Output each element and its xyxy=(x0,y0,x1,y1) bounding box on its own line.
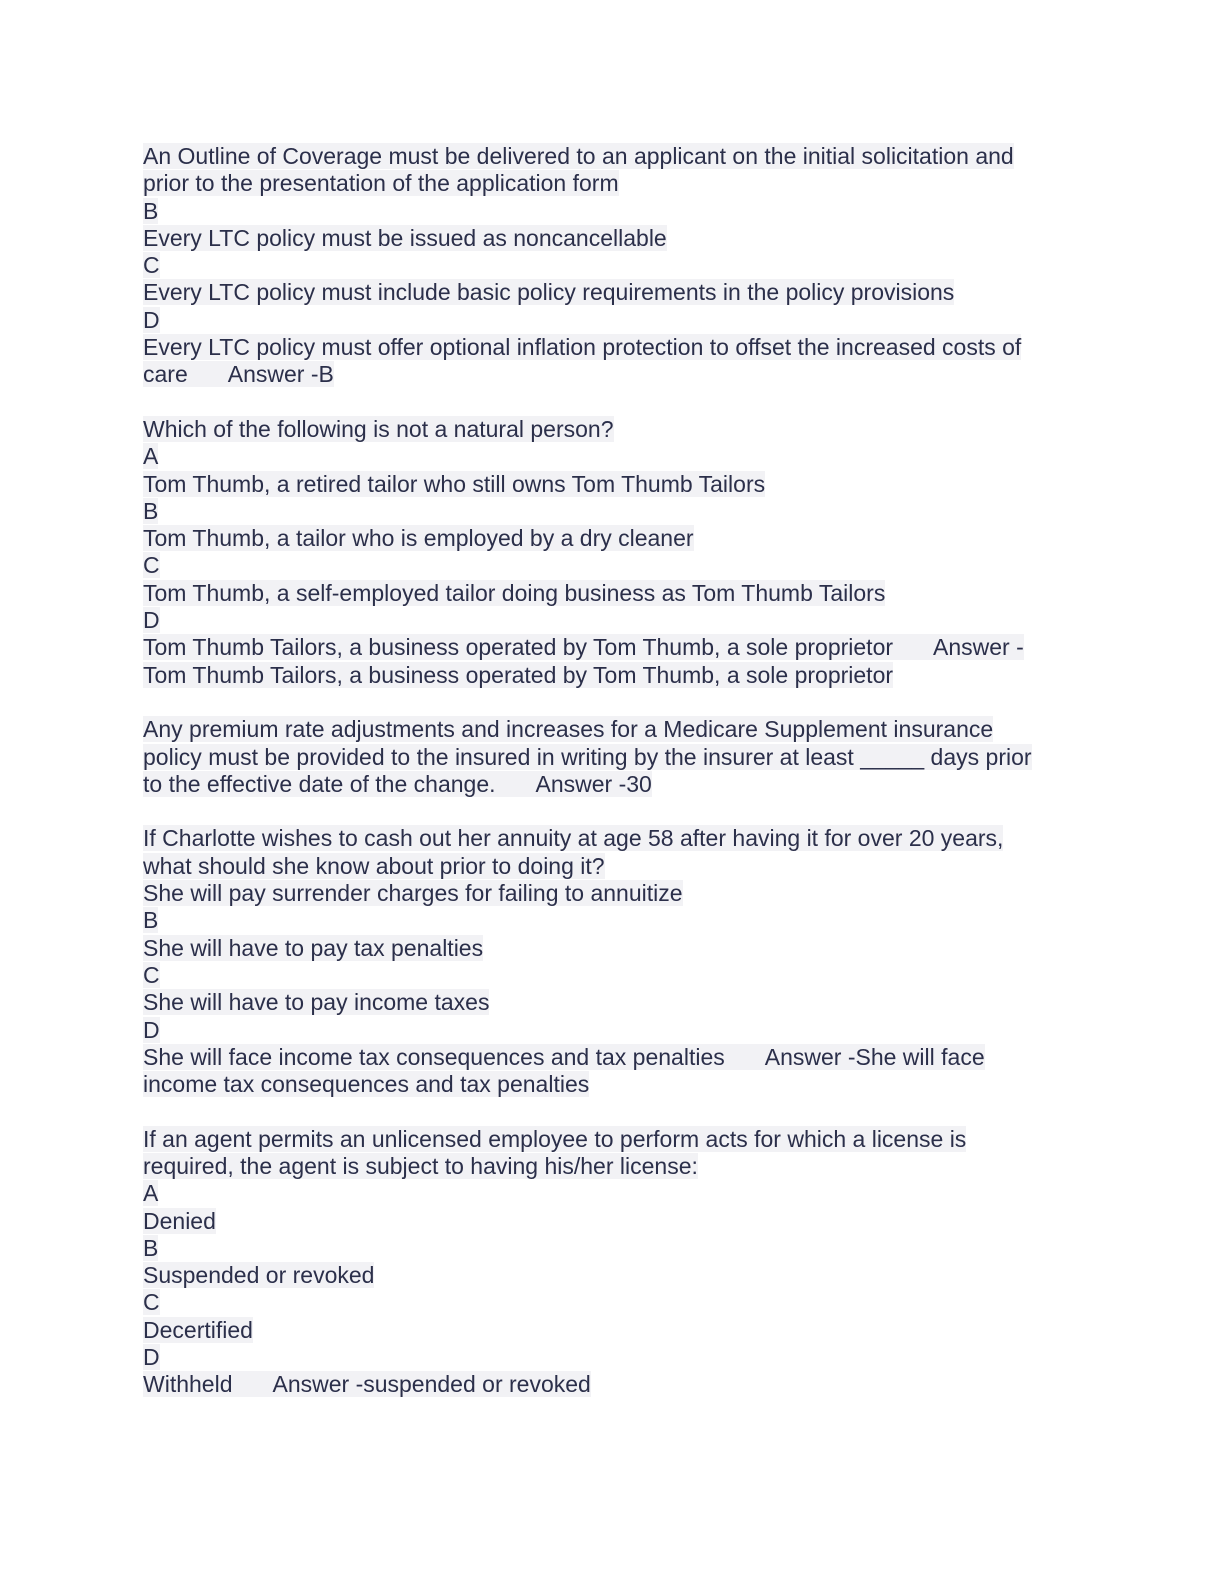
question-3-line: to the effective date of the change. xyxy=(143,770,496,797)
question-2-line: Which of the following is not a natural person? xyxy=(143,415,614,442)
question-block-4 xyxy=(143,825,1073,1098)
option-text: care xyxy=(143,361,188,388)
question-1-line: An Outline of Coverage must be delivered to an applicant on the initial solicitation and xyxy=(143,143,1014,169)
question-3-line: Any premium rate adjustments and increases for a Medicare Supplement insurance xyxy=(143,716,994,743)
question-4-line: what should she know about prior to doing it? xyxy=(143,852,605,879)
option-label: C xyxy=(143,1289,160,1316)
question-block-3 xyxy=(143,716,1073,798)
answer-text-continued: Tom Thumb Tailors, a business operated by Tom Thumb, a sole proprietor xyxy=(143,661,894,688)
option-label: D xyxy=(143,607,160,634)
option-label: A xyxy=(143,1180,159,1207)
answer-text: Answer - xyxy=(933,634,1024,661)
answer-text-continued: income tax consequences and tax penalties xyxy=(143,1071,590,1098)
option-text: Every LTC policy must be issued as noncancellable xyxy=(143,224,667,251)
option-text: Decertified xyxy=(143,1316,253,1343)
option-text: Tom Thumb, a self-employed tailor doing business as Tom Thumb Tailors xyxy=(143,579,886,606)
option-label: B xyxy=(143,1234,159,1261)
option-text: Every LTC policy must include basic policy requirements in the policy provisions xyxy=(143,279,955,306)
option-text: Tom Thumb, a tailor who is employed by a dry cleaner xyxy=(143,525,694,552)
question-block-1 xyxy=(143,143,1073,389)
question-block-5 xyxy=(143,1126,1073,1399)
option-label: B xyxy=(143,907,159,934)
option-label: C xyxy=(143,252,160,279)
option-text: Denied xyxy=(143,1207,216,1234)
option-text: She will pay surrender charges for failing to annuitize xyxy=(143,880,683,907)
answer-text: Answer -B xyxy=(227,361,334,388)
option-text: Withheld xyxy=(143,1371,233,1398)
option-label: D xyxy=(143,306,160,333)
option-label: C xyxy=(143,552,160,579)
option-text: She will have to pay tax penalties xyxy=(143,934,484,961)
option-label: D xyxy=(143,1016,160,1043)
option-text: Every LTC policy must offer optional inflation protection to offset the increased costs of xyxy=(143,334,1022,361)
option-label: A xyxy=(143,443,159,470)
option-text: She will face income tax consequences and tax penalties xyxy=(143,1043,725,1070)
question-1-line: prior to the presentation of the application form xyxy=(143,170,619,197)
question-3-line: policy must be provided to the insured in writing by the insurer at least _____ days prior xyxy=(143,743,1032,770)
answer-text: Answer -suspended or revoked xyxy=(272,1371,591,1398)
document-body xyxy=(143,143,1073,1399)
option-text: Tom Thumb Tailors, a business operated by Tom Thumb, a sole proprietor xyxy=(143,634,894,661)
option-text: Tom Thumb, a retired tailor who still owns Tom Thumb Tailors xyxy=(143,470,766,497)
question-4-line: If Charlotte wishes to cash out her annuity at age 58 after having it for over 20 years, xyxy=(143,825,1004,852)
question-block-2 xyxy=(143,416,1073,689)
answer-text: Answer -She will face xyxy=(764,1043,985,1070)
option-label: C xyxy=(143,961,160,988)
option-label: B xyxy=(143,197,159,224)
question-5-line: required, the agent is subject to having his/her license: xyxy=(143,1152,698,1179)
option-text: Suspended or revoked xyxy=(143,1262,375,1289)
option-label: D xyxy=(143,1344,160,1371)
option-text: She will have to pay income taxes xyxy=(143,989,490,1016)
question-5-line: If an agent permits an unlicensed employee to perform acts for which a license is xyxy=(143,1125,967,1152)
answer-text: Answer -30 xyxy=(535,770,652,797)
option-label: B xyxy=(143,497,159,524)
